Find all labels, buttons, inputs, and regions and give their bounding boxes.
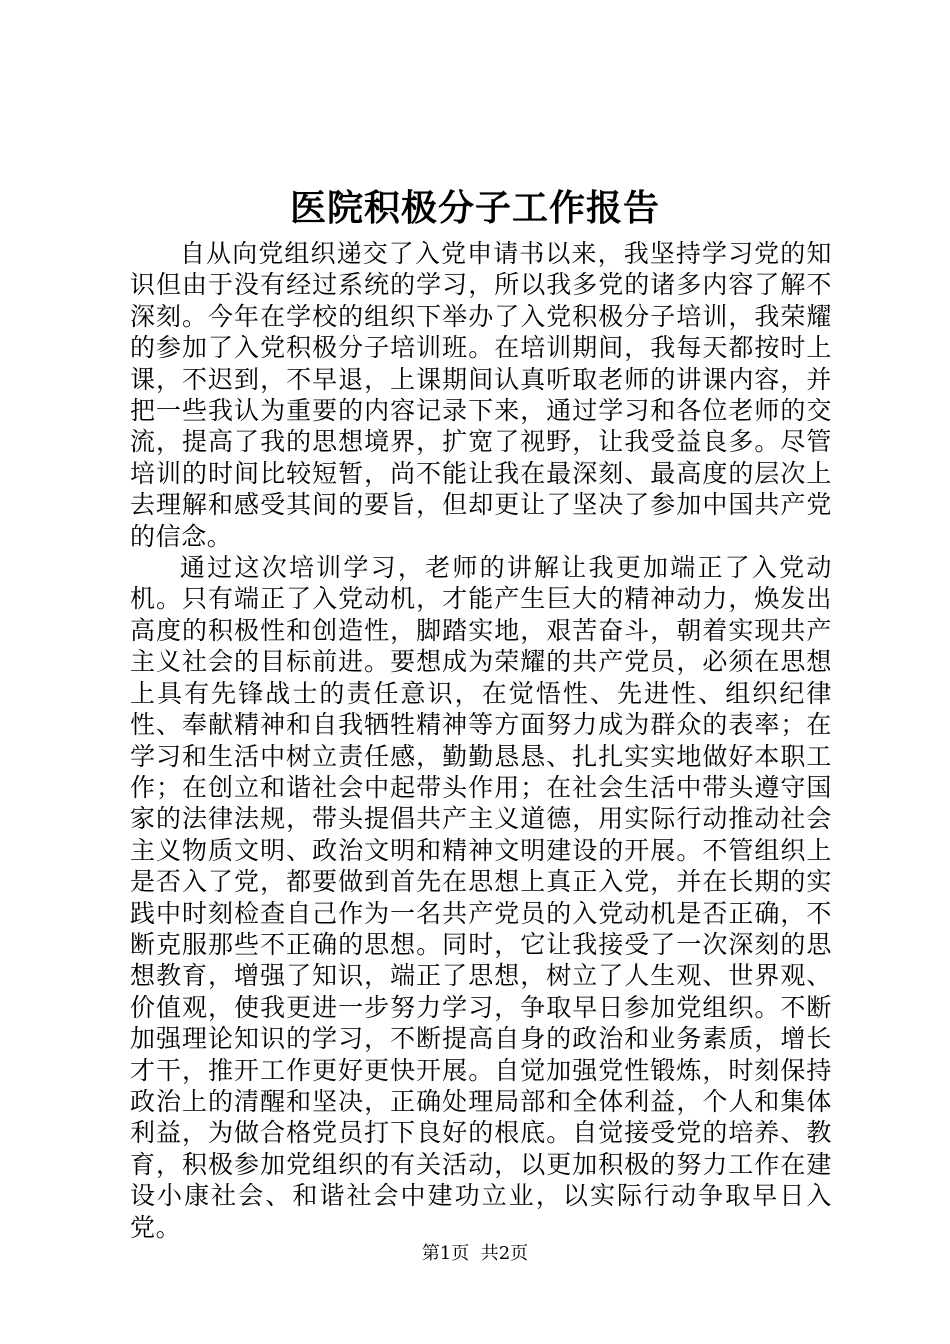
paragraph-2: 通过这次培训学习，老师的讲解让我更加端正了入党动机。只有端正了入党动机，才能产生巨大的精神动力，焕发出高度的积极性和创造性，脚踏实地，艰苦奋斗，朝着实现共产主义社会的目标前进。要想成为荣耀的共产党员，必须在思想上具有先锋战士的责任意识，在觉悟性、先进性、组织纪律性、奉献精神和自我牺牲精神等方面努力成为群众的表率；在学习和生活中树立责任感，勤勤恳恳、扎扎实实地做好本职工作；在创立和谐社会中起带头作用；在社会生活中带头遵守国家的法律法规，带头提倡共产主义道德，用实际行动推动社会主义物质文明、政治文明和精神文明建设的开展。不管组织上是否入了党，都要做到首先在思想上真正入党，并在长期的实践中时刻检查自己作为一名共产党员的入党动机是否正确，不断克服那些不正确的思想。同时，它让我接受了一次深刻的思想教育，增强了知识，端正了思想，树立了人生观、世界观、价值观，使我更进一步努力学习，争取早日参加党组织。不断加强理论知识的学习，不断提高自身的政治和业务素质，增长才干，推开工作更好更快开展。自觉加强党性锻炼，时刻保持政治上的清醒和坚决，正确处理局部和全体利益，个人和集体利益，为做合格党员打下良好的根底。自觉接受党的培养、教育，积极参加党组织的有关活动，以更加积极的努力工作在建设小康社会、和谐社会中建功立业，以实际行动争取早日入党。: [130, 553, 832, 1242]
document-body: [130, 238, 832, 1243]
page-total: 共2页: [480, 1243, 529, 1264]
footer-spacer: [469, 1243, 480, 1264]
document-title: 医院积极分子工作报告: [289, 187, 660, 229]
page-footer: [0, 1242, 950, 1266]
paragraph-1: 自从向党组织递交了入党申请书以来，我坚持学习党的知识但由于没有经过系统的学习，所以我多党的诸多内容了解不深刻。今年在学校的组织下举办了入党积极分子培训，我荣耀的参加了入党积极分子培训班。在培训期间，我每天都按时上课，不迟到，不早退，上课期间认真听取老师的讲课内容，并把一些我认为重要的内容记录下来，通过学习和各位老师的交流，提高了我的思想境界，扩宽了视野，让我受益良多。尽管培训的时间比较短暂，尚不能让我在最深刻、最高度的层次上去理解和感受其间的要旨，但却更让了坚决了参加中国共产党的信念。: [130, 239, 832, 551]
page-number: 第1页: [421, 1243, 470, 1264]
